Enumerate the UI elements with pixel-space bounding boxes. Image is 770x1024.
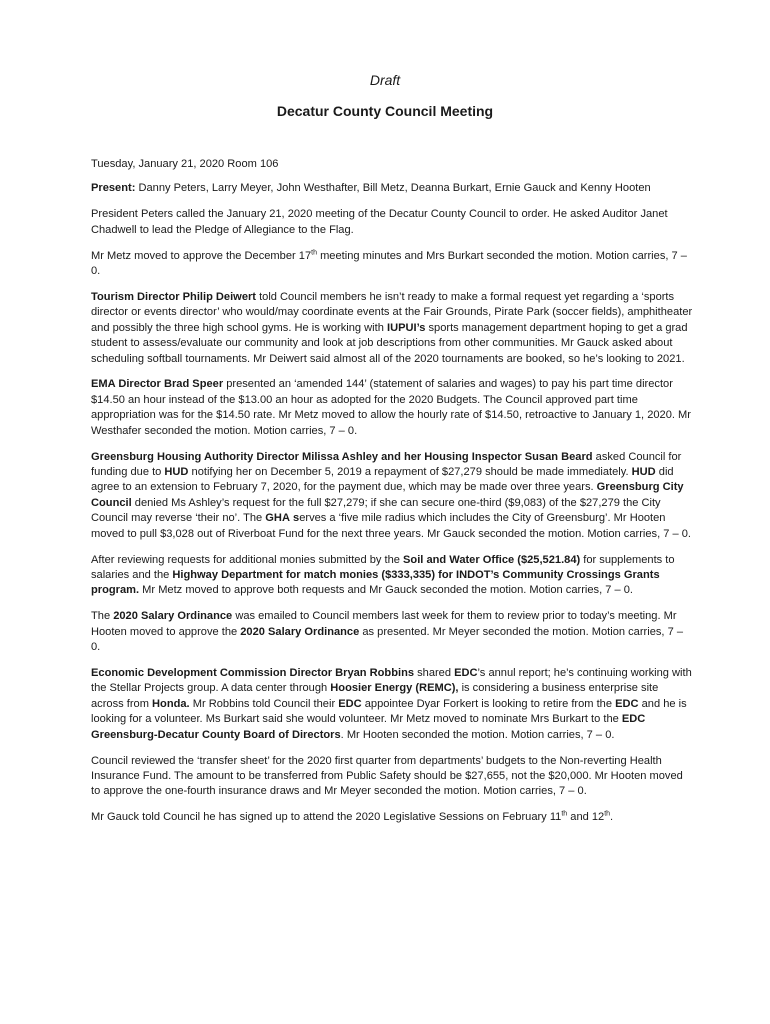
bold-run: IUPUI’s <box>386 321 426 334</box>
bold-run: Honda. <box>152 697 190 710</box>
transfer-paragraph: Council reviewed the ‘transfer sheet’ for the 2020 first quarter from departments’ budgets to the Non-reverting Health Insurance Fund. The amount to be transferred from Public Safety should be $27,655, not the $20,000. Mr Hooten moved to approve the one-fourth insurance draws and Mr Meyer seconded the motion. Motion carries, 7 – 0. <box>91 754 683 798</box>
text-run: Mr Robbins told Council their <box>189 697 339 710</box>
bold-run: Hoosier Energy (REMC), <box>330 682 459 695</box>
text-run: erves a ‘five mile radius which includes the City of Greensburg’. Mr Hooten moved to pull $3,028 out of Riverboat Fund for the next three years. Mr Gauck seconded the motion. Motion carries, 7 – 0. <box>91 512 691 540</box>
present-label: Present: <box>91 182 136 195</box>
text-run: The <box>91 610 114 623</box>
text-run: did agree to an extension to February 7, 2020, for the payment due, which may be made over three years. <box>91 466 674 494</box>
bold-run: EDC <box>338 697 362 710</box>
text-run: presented an ‘amended 144’ (statement of salaries and wages) to pay his part time director $14.50 an hour instead of the $13.00 an hour as adopted for the 2020 Budgets. The Council approved part time appropriation was for the $14.50 rate. Mr Metz moved to allow the hourly rate of $14.50, retroactive to January 1, 2020. Mr Westhafer seconded the motion. Motion carries, 7 – 0. <box>91 378 691 437</box>
text-run: shared <box>414 666 455 679</box>
text-run: told Council members he isn’t ready to make a formal request yet regarding a ‘sports director or events director’ who would/may coordinate events at the Fair Grounds, Pirate Park (soccer fields), amphitheater and possibly the three high school gyms. He is working with <box>91 290 693 334</box>
bold-run: HUD <box>631 466 656 478</box>
superscript: th <box>604 810 611 818</box>
bold-run: EDC <box>615 697 639 710</box>
text-run: denied Ms Ashley’s request for the full $27,279; if she can secure one-third ($9,083) of the $27,279 the City Council may reverse ‘their no’. The <box>91 496 661 525</box>
text-run: ’s annul report; he’s continuing working with the Stellar Projects group. A data center through <box>91 666 692 695</box>
bold-run: Highway Department for match monies ($333,335) for INDOT’s Community Crossings Grants program. <box>91 568 660 597</box>
text-run: is considering a business enterprise site across from <box>91 682 659 710</box>
monies-paragraph <box>91 553 693 599</box>
bold-run: Soil and Water Office ($25,521.84) <box>403 553 581 566</box>
bold-run: EDC <box>454 666 478 679</box>
document-title: Decatur County Council Meeting <box>276 103 494 119</box>
bold-run: Greensburg City Council <box>91 481 684 509</box>
bold-run: 2020 Salary Ordinance <box>113 610 233 623</box>
bold-run: EDC Greensburg-Decatur County Board of Directors <box>91 713 646 741</box>
text-run: sports management department hoping to get a grad student to assess/evaluate our community and look at job descriptions from other communities. Mr Gauck asked about scheduling softball tournaments. Mr Deiwert said almost all of the 2020 tournaments are booked, so he’s looking to 2021. <box>91 321 688 365</box>
text-run: Mr Metz moved to approve both requests and Mr Gauck seconded the motion. Motion carries, 7 – 0. <box>139 584 634 597</box>
text-run: and he is looking for a volunteer. Ms Burkart said she would volunteer. Mr Metz moved to nominate Mrs Burkart to the <box>91 697 687 726</box>
text-run: was emailed to Council members last week for them to review prior to today’s meeting. Mr Hooten moved to approve the <box>91 610 677 638</box>
draft-label: Draft <box>369 72 401 88</box>
bold-run: Greensburg Housing Authority Director Milissa Ashley and her Housing Inspector Susan Beard <box>91 450 593 463</box>
text-run: notifying her on December 5, 2019 a repayment of $27,279 should be made immediately. <box>188 466 632 478</box>
text-run: as presented. Mr Meyer seconded the motion. Motion carries, 7 – 0. <box>91 625 684 654</box>
text-run: . Mr Hooten seconded the motion. Motion carries, 7 – 0. <box>340 728 615 741</box>
text-run: Mr Gauck told Council he has signed up to attend the 2020 Legislative Sessions on February 11 <box>91 811 562 824</box>
text-run: asked Council for funding due to <box>91 450 682 478</box>
text-run: and 12 <box>567 811 605 824</box>
housing-paragraph <box>91 450 693 542</box>
legislative-paragraph <box>91 810 693 825</box>
text-run: Mr Metz moved to approve the December 17 <box>91 249 312 262</box>
salary-paragraph <box>91 609 693 655</box>
bold-run: 2020 Salary Ordinance <box>240 625 360 638</box>
tourism-paragraph <box>91 290 693 367</box>
bold-run: EMA Director Brad Speer <box>91 378 224 391</box>
bold-run: GHA <box>265 512 290 525</box>
bold-run: Tourism Director Philip Deiwert <box>91 290 256 303</box>
text-run: appointee Dyar Forkert is looking to retire from the <box>361 697 616 710</box>
date-line: Tuesday, January 21, 2020 Room 106 <box>91 158 279 170</box>
superscript: th <box>561 810 568 818</box>
superscript: th <box>311 248 317 256</box>
bold-run: s <box>293 512 300 525</box>
text-run: After reviewing requests for additional monies submitted by the <box>91 553 404 566</box>
present-paragraph <box>91 181 693 196</box>
call-to-order-paragraph: President Peters called the January 21, 2020 meeting of the Decatur County Council to order. He asked Auditor Janet Chadwell to lead the Pledge of Allegiance to the Flag. <box>91 208 668 236</box>
economic-development-paragraph <box>91 666 693 743</box>
present-names: Danny Peters, Larry Meyer, John Westhafter, Bill Metz, Deanna Burkart, Ernie Gauck and Kenny Hooten <box>135 182 651 195</box>
text-run: . <box>610 811 614 824</box>
minutes-paragraph <box>91 249 693 280</box>
ema-paragraph <box>91 377 693 439</box>
text-run: meeting minutes and Mrs Burkart seconded the motion. Motion carries, 7 – 0. <box>91 249 687 278</box>
text-run: for supplements to salaries and the <box>91 553 675 581</box>
document-body <box>91 157 693 836</box>
bold-run: HUD <box>164 466 189 478</box>
bold-run: Economic Development Commission Director Bryan Robbins <box>91 666 415 679</box>
